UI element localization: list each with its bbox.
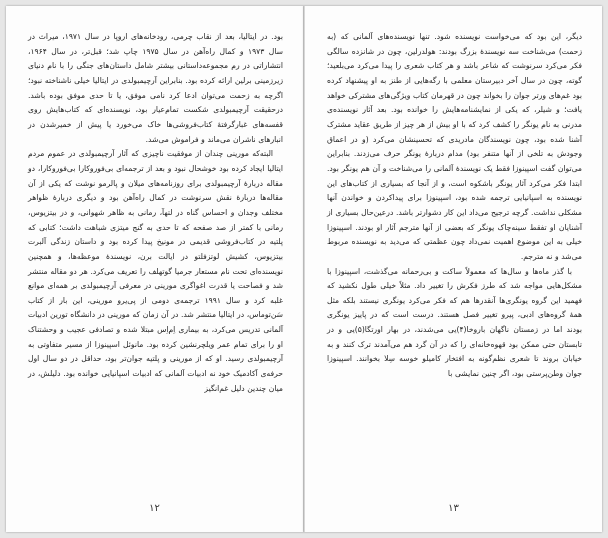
left-paragraph-1: بود. در ایتالیا، بعد از نقاب چرمی، رودخانه‌های اروپا در سال ۱۹۷۱، میراث در سال ۱۹۷۳ و کمال راه‌آهن در سال ۱۹۷۵ چاپ شد؛ قبل‌تر، در سال ۱۹۶۴، انتشاراتی در رم مجموعه‌داستانی بیشتر شامل داستان‌های جنگی را با نام دنیای زیرزمینی برلین ارائه کرده بود. بنابراین آرچیمبولدی در ایتالیا خیلی ناشناخته نبود؛ اگرچه به زحمت می‌توان ادعا کرد نامی موفق، یا تا حدی موفق بوده باشد. درحقیقت آرچیمبولدی شکست تمام‌عیار بود، نویسنده‌ای که کتاب‌هایش روی قفسه‌های غبارگرفتهٔ کتاب‌فروشی‌ها خاک می‌خورد یا پیش از خمیرشدن در انبارهای ناشران می‌ماند و فراموش می‌شد. — [28, 32, 283, 144]
left-page-number: ۱۲ — [149, 503, 160, 514]
left-page-text — [28, 30, 283, 396]
book-spread — [6, 6, 602, 532]
right-page-number: ۱۳ — [448, 503, 459, 514]
right-page — [304, 6, 602, 532]
left-page — [6, 6, 304, 532]
left-paragraph-2: البته‌که مورینی چندان از موفقیت ناچیزی که آثار آرچیمبولدی در عموم مردم ایتالیا ایجاد کرده بود خوشحال نبود و بعد از ترجمه‌ای بی‌فوروکارا بی‌فوروکارا، دو مقاله دربارهٔ آرچیمبولدی برای روزنامه‌های میلان و پالرمو نوشت که یکی از آن مقاله‌ها دربارهٔ نقش سرنوشت در کمال راه‌آهن بود و دیگری دربارهٔ ظواهر مختلف وجدان و احساس گناه در لتهآ، رمانی به ظاهر شهوانی، و در بیتزیوس، رمانی با کمتر از صد صفحه که تا حدی به گنج میتزی شباهت داشت؛ کتابی که پلتیه در کتاب‌فروشی قدیمی در مونیخ پیدا کرده بود و داستان زندگی آلبرت بیتزیوس، کشیش لوتزفلتو در ایالت برن، نویسندهٔ موعظه‌ها، و همچنین نویسنده‌ای تحت نام مستعار جرمیا گوتهلف را تعریف می‌کرد. هر دو مقاله منتشر شد و فصاحت یا قدرت اغواگری مورینی در معرفی آرچیمبولدی بر همه‌ای موانع غلبه کرد و سال ۱۹۹۱ ترجمه‌ی دومی از پی‌یرو مورینی، این بار از کتاب سَن‌توماس، در ایتالیا منتشر شد. در آن زمان که مورینی در دانشگاه تورین ادبیات آلمانی تدریس می‌کرد، به بیماری اِم‌اِس مبتلا شده و تصادفی عجیب و وحشتناک او را برای تمام عمر ویلچرنشین کرده بود. مانوئل اسپینوزا از مسیر متفاوتی به آرچیمبولدی رسید. او که از مورینی و پلتیه جوان‌تر بود، حداقل در دو سال اول حرفه‌ی آکادمیک خود نه ادبیات آلمانی که ادبیات اسپانیایی خوانده بود. دلیلش، در میان چندین دلیل غم‌انگیز — [28, 149, 283, 393]
right-paragraph-1: دیگر، این بود که می‌خواست نویسنده شود. تنها نویسنده‌های آلمانی که (به زحمت) می‌شناخت سه نویسندهٔ بزرگ بودند: هولدرلین، چون در شانزده سالگی فکر می‌کرد سرنوشت که شاعر باشد و هر کتاب شعری را پیدا می‌کرد می‌بلعید؛ گوته، چون در سال آخر دبیرستان معلمی با رگه‌هایی از طنز به او پیشنهاد کرده بود غم‌های ورتر جوان را بخواند چون در قهرمان کتاب ویژگی‌های مشترکی خواهد یافت؛ و شیلر، که یکی از نمایشنامه‌هایش را خوانده بود. بعد آثار نویسنده‌ی مدرنی به نام یونگر را کشف کرد که با او بیش از هر چیز از طریق عقاید مشترک آشنا شده بود، چون نویسندگان مادریدی که تحسینشان می‌کرد (و در اعماق وجودش به تلخی از آنها متنفر بود) مدام دربارهٔ یونگر حرف می‌زدند. بنابراین می‌توان گفت اسپینوزا فقط یک نویسندهٔ آلمانی را می‌شناخت و آن هم یونگر بود. ابتدا فکر می‌کرد آثار یونگر باشکوه است، و از آنجا که بسیاری از کتاب‌های این نویسنده به اسپانیایی ترجمه شده بود، اسپینوزا برای پیداکردن و خواندن آنها مشکلی نداشت. گرچه ترجیح می‌داد این کار دشوارتر باشد. درعین‌حال بسیاری از آشنایان او تفقط سینه‌چاک یونگر که بعضی از آنها مترجم آثار او بودند. اسپینوزا خیلی به این موضوع اهمیت نمی‌داد چون عظمتی که می‌دید به نویسنده مربوط می‌شد و نه مترجم. — [327, 32, 582, 261]
right-paragraph-2: با گذر ماه‌ها و سال‌ها که معمولاً ساکت و بی‌رحمانه می‌گذشت، اسپینوزا با مشکل‌هایی مواجه شد که طرز فکرش را تغییر داد. مثلاً خیلی طول نکشید که فهمید این گروه یونگری‌ها آنقدرها هم که فکر می‌کرد یونگری نیستند بلکه مثل همهٔ گروه‌های ادبی، پیرو تغییر فصل هستند. درست است که در پاییز یونگری بودند اما در زمستان ناگهان باروخا(۴)یی می‌شدند، در بهار اورتگا(۵)یی و در تابستان حتی ممکن بود قهوه‌خانه‌ای را که در آن گرد هم می‌آمدند ترک کنند و به خیابان بروند تا شعری نظم‌گونه به افتخار کامیلو خوسه سِلا بخوانند. اسپینوزا جوان وطن‌پرستی بود، اگر چنین نمایشی با — [327, 266, 583, 379]
right-page-text — [327, 30, 582, 382]
